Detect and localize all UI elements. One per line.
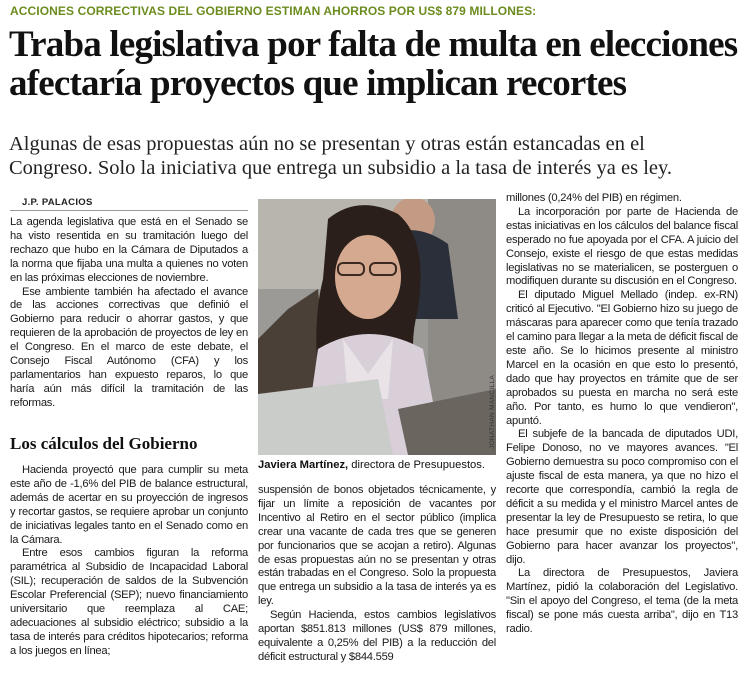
paragraph: El subjefe de la bancada de diputados UDI, Felipe Donoso, no ve mayores avances. "El Gobierno demuestra su poco compromiso con el ajuste fiscal de esta manera, ya que no hizo el recorte que correspondía, cambió la regla de déficit a su medida y el ministro Marcel antes de presentar la ley de Presupuesto se retira, lo que hace presumir que no existe disposición del Gobierno para hacer avanzar los proyectos", dijo.	[506, 428, 738, 566]
paragraph: La agenda legislativa que está en el Senado se ha visto resentida en su tramitación luego del rechazo que hubo en la Cámara de Diputados a la norma que fijaba una multa a quienes no voten en las próximas elecciones de noviembre.	[10, 216, 248, 284]
paragraph: Según Hacienda, estos cambios legislativos aportan $851.813 millones (US$ 879 millones, equivalente a 0,25% del PIB) a la reducción del déficit estructural y $844.559	[258, 609, 496, 663]
column-1-top	[10, 216, 248, 411]
paragraph: millones (0,24% del PIB) en régimen.	[506, 192, 682, 204]
column-3	[506, 192, 738, 637]
paragraph: La incorporación por parte de Hacienda de estas iniciativas en los cálculos del balance fiscal esperado no fue apoyada por el CFA. A juicio del Consejo, existe el riesgo de que estas medidas legislativas no se materialicen, se posterguen o modifiquen durante su discusión en el Congreso.	[506, 205, 738, 288]
deck	[9, 132, 744, 180]
deck-line-2: Congreso. Solo la iniciativa que entrega un subsidio a la tasa de interés ya es ley.	[9, 157, 673, 179]
paragraph: La directora de Presupuestos, Javiera Martínez, pidió la colaboración del Legislativo. "Sin el apoyo del Congreso, el tema (de la meta fiscal) se pone más cuesta arriba", dijo en T13 radio.	[506, 567, 738, 636]
section-subhead: Los cálculos del Gobierno	[10, 434, 198, 453]
headline-line-2: afectaría proyectos que implican recortes	[9, 63, 627, 104]
photo-illustration	[258, 199, 496, 455]
byline: J.P. PALACIOS	[10, 197, 248, 211]
paragraph: suspensión de bonos objetados técnicamente, y fijar un límite a reposición de vacantes por Incentivo al Retiro en el sector público (implica crear una vacante de cada tres que se generen por funcionarios que se acojan a retiro). Algunas de esas propuestas aún no se presentan y otras están trabadas en el Congreso. Solo la propuesta que entrega un subsidio a la tasa de interés ya es ley.	[258, 484, 496, 608]
deck-line-1: Algunas de esas propuestas aún no se presentan y otras están estancadas en el	[9, 133, 645, 155]
paragraph: Hacienda proyectó que para cumplir su meta este año de -1,6% del PIB de balance estructural, además de acertar en su proyección de ingresos y recortar gastos, se requiere aprobar un conjunto de iniciativas legales tanto en el Senado como en la Cámara.	[10, 464, 248, 546]
kicker: ACCIONES CORRECTIVAS DEL GOBIERNO ESTIMAN AHORROS POR US$ 879 MILLONES:	[10, 4, 537, 18]
photo-credit: JONATHAN MANCILLA	[489, 375, 496, 449]
paragraph: Ese ambiente también ha afectado el avance de las acciones correctivas que definió el Gobierno para reducir o ahorrar gastos, y que requieren de la aprobación de proyectos de ley en el Congreso. En el marco de este debate, el Consejo Fiscal Autónomo (CFA) y los parlamentarios han expuesto reparos, lo que haría aún más difícil la tramitación de las reformas.	[10, 285, 248, 409]
paragraph: Entre esos cambios figuran la reforma paramétrica al Subsidio de Incapacidad Laboral (SIL); recuperación de saldos de la Subvención Escolar Preferencial (SEP); nuevo financiamiento universitario que reemplaza al CAE; adecuaciones al subsidio eléctrico; subsidio a la tasa de interés para créditos hipotecarios; reforma a los juegos en línea;	[10, 547, 248, 657]
caption-role: directora de Presupuestos.	[348, 459, 485, 471]
headline-line-1: Traba legislativa por falta de multa en elecciones	[9, 24, 738, 65]
headline	[9, 25, 744, 103]
caption-name: Javiera Martínez,	[258, 459, 349, 471]
column-1-bottom	[10, 464, 248, 659]
column-2	[258, 484, 496, 665]
news-photo	[258, 199, 496, 455]
paragraph: El diputado Miguel Mellado (indep. ex-RN) criticó al Ejecutivo. "El Gobierno hizo su juego de máscaras para aparecer como que tenía trazado el camino para llegar a la meta de déficit fiscal de este año. Se lo hicimos presente al ministro Marcel en la ocasión en que esto lo presentó, dado que hay proyectos en trámite que de ser aprobados su puesta en marcha no será este año. Por tanto, es humo lo que vendieron", apuntó.	[506, 289, 739, 427]
photo-caption	[258, 459, 496, 471]
